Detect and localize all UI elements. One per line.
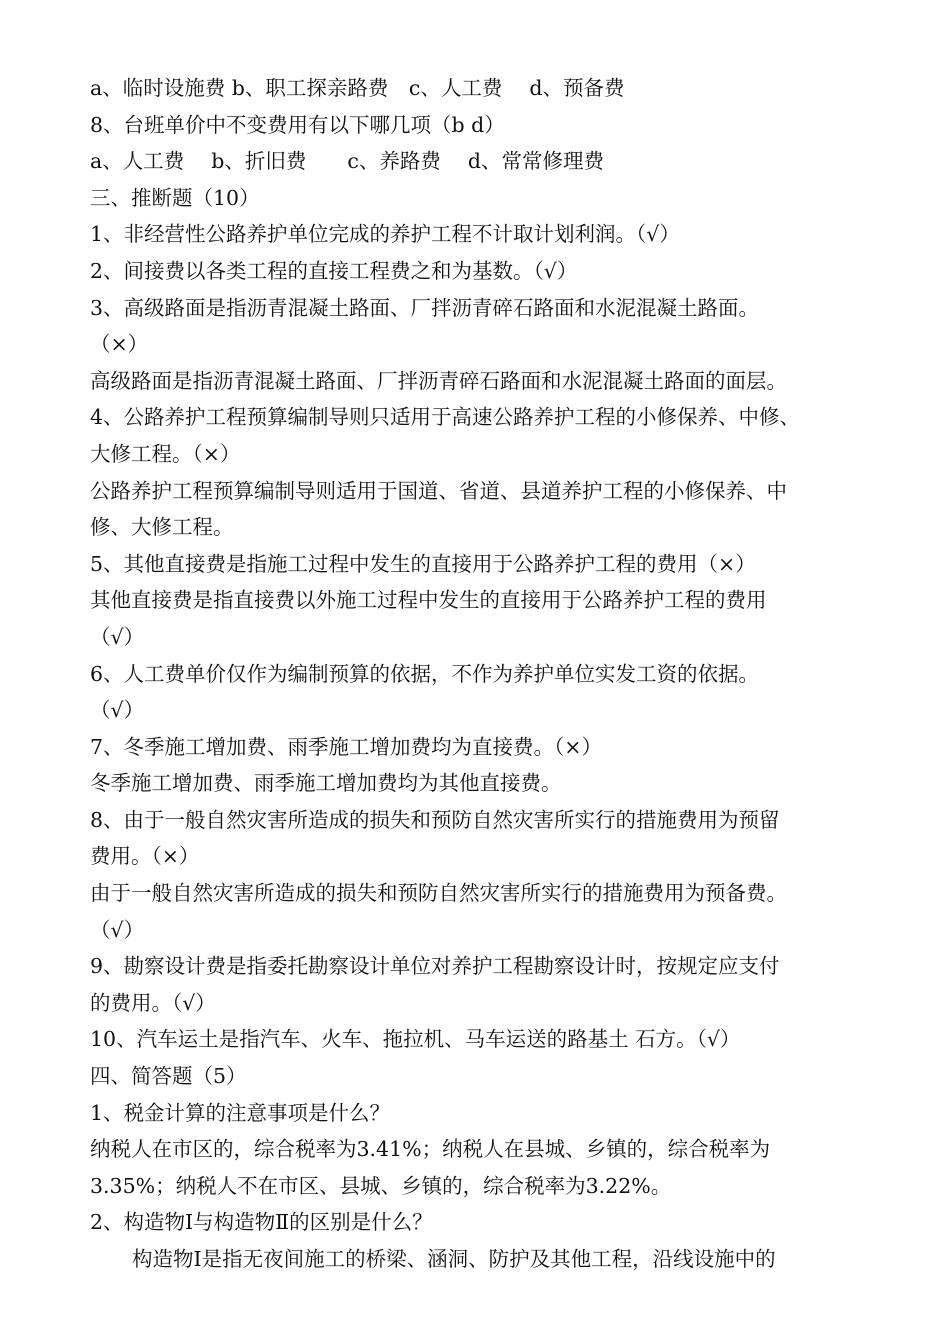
correction-line: 冬季施工增加费、雨季施工增加费均为其他直接费。 [90,771,562,796]
question-line: 1、非经营性公路养护单位完成的养护工程不计取计划利润。（√） [90,222,680,247]
question-line: 6、人工费单价仅作为编制预算的依据，不作为养护单位实发工资的依据。 [90,661,760,686]
correction-line: 由于一般自然灾害所造成的损失和预防自然灾害所实行的措施费用为预备费。 [90,881,787,906]
correction-line: 高级路面是指沥青混凝土路面、厂拌沥青碎石路面和水泥混凝土路面的面层。 [90,368,787,393]
answer-mark: （√） [90,698,145,723]
question-line: 7、冬季施工增加费、雨季施工增加费均为直接费。（×） [90,734,602,759]
answer-line: 3.35%；纳税人不在市区、县城、乡镇的，综合税率为3.22%。 [90,1173,672,1198]
question-line: 1、税金计算的注意事项是什么？ [90,1100,391,1125]
question-line: 3、高级路面是指沥青混凝土路面、厂拌沥青碎石路面和水泥混凝土路面。 [90,295,760,320]
document-page [90,70,870,1278]
question-line: 费用。（×） [90,844,200,869]
answer-mark: （√） [90,917,145,942]
question-line: 2、间接费以各类工程的直接工程费之和为基数。（√） [90,258,578,283]
section-heading: 三、推断题（10） [90,185,260,210]
section-heading: 四、简答题（5） [90,1064,247,1089]
question-line: 8、由于一般自然灾害所造成的损失和预防自然灾害所实行的措施费用为预留 [90,807,780,832]
question-line: 4、公路养护工程预算编制导则只适用于高速公路养护工程的小修保养、中修、 [90,405,801,430]
correction-line: 公路养护工程预算编制导则适用于国道、省道、县道养护工程的小修保养、中 [90,478,787,503]
answer-line: 构造物Ⅰ是指无夜间施工的桥梁、涵洞、防护及其他工程，沿线设施中的 [132,1247,776,1271]
question-line: 大修工程。（×） [90,441,241,466]
question-line: 的费用。（√） [90,990,216,1015]
question-line: 10、汽车运土是指汽车、火车、拖拉机、马车运送的路基土 石方。（√） [90,1027,741,1052]
question-line: 9、勘察设计费是指委托勘察设计单位对养护工程勘察设计时，按规定应支付 [90,954,780,979]
correction-line: 其他直接费是指直接费以外施工过程中发生的直接用于公路养护工程的费用 [90,588,767,613]
question-line: 8、台班单价中不变费用有以下哪几项（b d） [90,112,505,137]
question-line: 2、构造物Ⅰ与构造物Ⅱ的区别是什么？ [90,1210,433,1235]
answer-line: 纳税人在市区的，综合税率为3.41%；纳税人在县城、乡镇的，综合税率为 [90,1137,771,1162]
option-line: a、人工费 b、折旧费 c、养路费 d、常常修理费 [90,149,604,174]
answer-mark: （√） [90,624,145,649]
correction-line: 修、大修工程。 [90,515,234,540]
question-line: 5、其他直接费是指施工过程中发生的直接用于公路养护工程的费用（×） [90,551,756,576]
option-line: a、临时设施费 b、职工探亲路费 c、人工费 d、预备费 [90,76,625,100]
answer-mark: （×） [90,332,149,357]
